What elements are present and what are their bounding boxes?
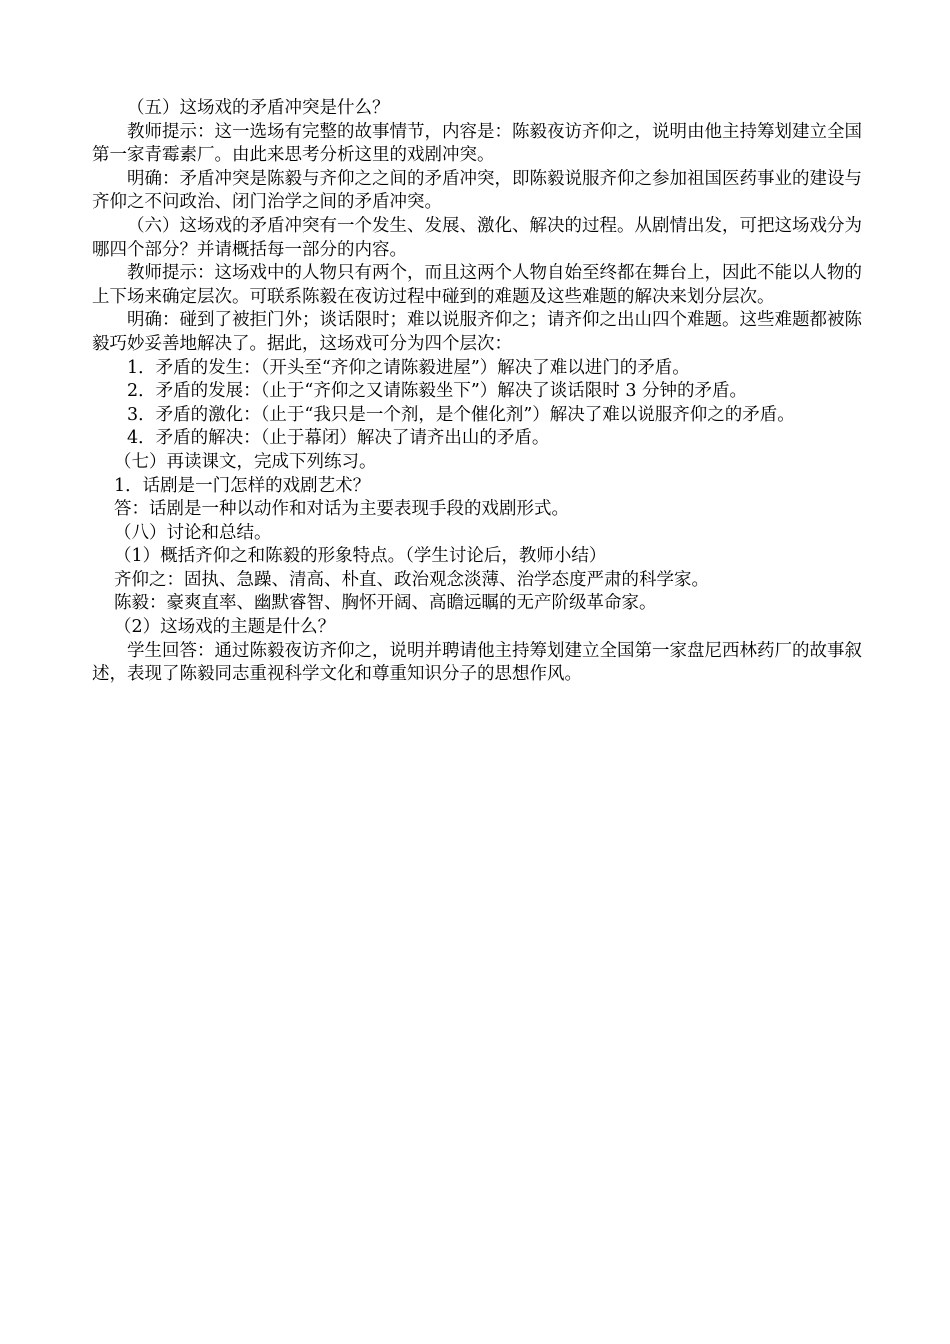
layer-1: 1．矛盾的发生：（开头至“齐仰之请陈毅进屋”）解决了难以进门的矛盾。	[127, 357, 690, 378]
question-6: （六）这场戏的矛盾冲突有一个发生、发展、激化、解决的过程。从剧情出发，可把这场戏分为哪四个部分？并请概括每一部分的内容。	[92, 215, 862, 260]
discussion-1: （1）概括齐仰之和陈毅的形象特点。（学生讨论后，教师小结）	[114, 546, 607, 567]
character-chen: 陈毅：豪爽直率、幽默睿智、胸怀开阔、高瞻远瞩的无产阶级革命家。	[114, 593, 657, 614]
exercise-1-answer: 答：话剧是一种以动作和对话为主要表现手段的戏剧形式。	[114, 499, 569, 520]
layer-2: 2．矛盾的发展：（止于“齐仰之又请陈毅坐下”）解决了谈话限时 3 分钟的矛盾。	[127, 381, 748, 402]
layer-4: 4．矛盾的解决：（止于幕闭）解决了请齐出山的矛盾。	[127, 428, 550, 449]
teacher-hint-2: 教师提示：这场戏中的人物只有两个，而且这两个人物自始至终都在舞台上，因此不能以人物的上下场来确定层次。可联系陈毅在夜访过程中碰到的难题及这些难题的解决来划分层次。	[92, 263, 862, 307]
student-answer: 学生回答：通过陈毅夜访齐仰之，说明并聘请他主持筹划建立全国第一家盘尼西林药厂的故事叙述，表现了陈毅同志重视科学文化和尊重知识分子的思想作风。	[92, 640, 862, 685]
answer-1: 明确：矛盾冲突是陈毅与齐仰之之间的矛盾冲突，即陈毅说服齐仰之参加祖国医药事业的建设与齐仰之不问政治、闭门治学之间的矛盾冲突。	[92, 168, 862, 213]
answer-2: 明确：碰到了被拒门外；谈话限时；难以说服齐仰之；请齐仰之出山四个难题。这些难题都被陈毅巧妙妥善地解决了。据此，这场戏可分为四个层次：	[92, 310, 862, 354]
question-7: （七）再读课文，完成下列练习。	[114, 451, 377, 472]
exercise-1: 1．话剧是一门怎样的戏剧艺术？	[114, 475, 371, 496]
question-5: （五）这场戏的矛盾冲突是什么？	[127, 98, 390, 118]
layer-3: 3．矛盾的激化：（止于“我只是一个剂，是个催化剂”）解决了难以说服齐仰之的矛盾。	[127, 404, 795, 425]
question-8: （八）讨论和总结。	[114, 522, 272, 543]
teacher-hint-1: 教师提示：这一选场有完整的故事情节，内容是：陈毅夜访齐仰之，说明由他主持筹划建立全国第一家青霉素厂。由此来思考分析这里的戏剧冲突。	[92, 121, 862, 166]
discussion-2: （2）这场戏的主题是什么？	[114, 617, 336, 638]
character-qi: 齐仰之：固执、急躁、清高、朴直、政治观念淡薄、治学态度严肃的科学家。	[114, 569, 709, 590]
document-body	[92, 97, 862, 687]
